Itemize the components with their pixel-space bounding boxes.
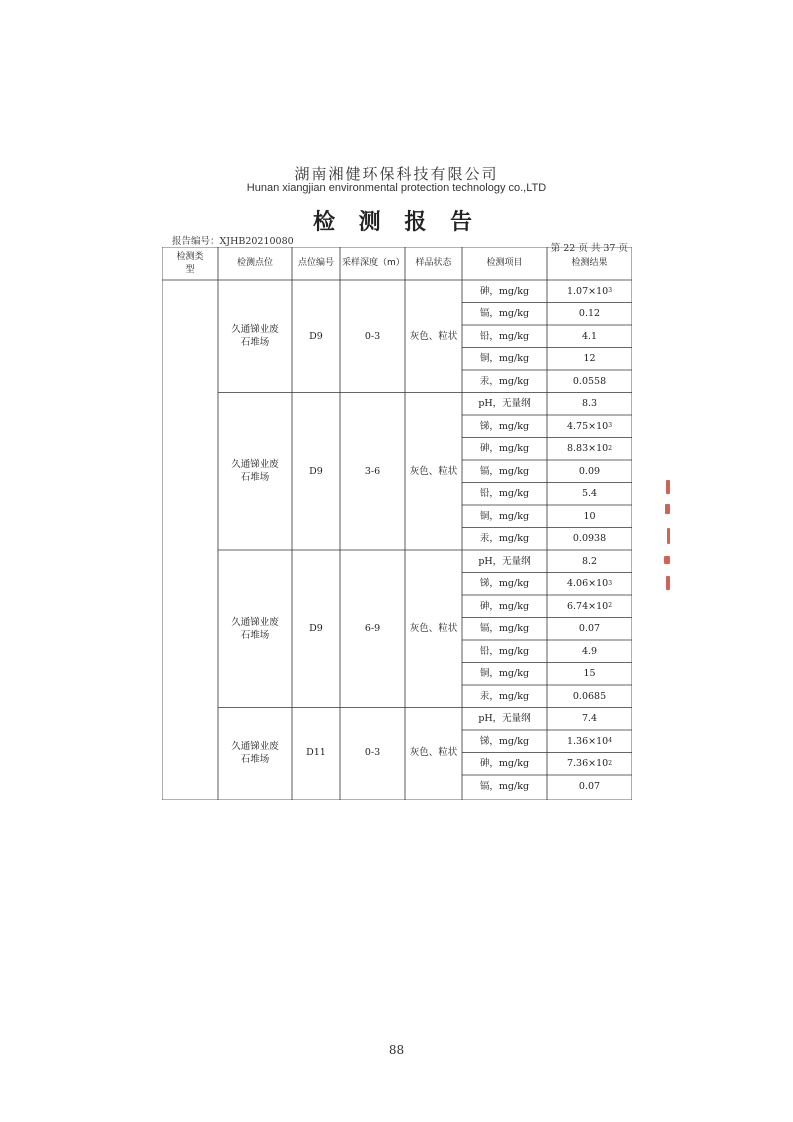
test-result <box>547 460 632 483</box>
group-depth: 6-9 <box>364 623 381 635</box>
test-item: 汞，mg/kg <box>479 375 530 387</box>
test-result: 4.75×10 3 <box>566 420 613 432</box>
test-item: 汞，mg/kg <box>479 533 530 545</box>
header-location: 检测点位 <box>236 258 273 268</box>
result-value: 12 <box>583 353 596 365</box>
result-value: 7.4 <box>581 713 598 725</box>
group-depth: 0-3 <box>364 747 381 758</box>
test-item: 砷，mg/kg <box>479 758 530 770</box>
test-item: 镉，mg/kg <box>479 780 530 792</box>
test-item: 铜，mg/kg <box>479 668 530 680</box>
test-item: 镉，mg/kg <box>479 465 530 477</box>
result-value: 8.83×10 <box>566 443 609 455</box>
result-value: 1.07×10 <box>566 285 609 297</box>
group-location: 久通锑业废石堆场 <box>231 324 279 349</box>
test-result <box>547 483 632 506</box>
test-result <box>547 618 632 641</box>
test-item: pH，无量纲 <box>478 398 531 410</box>
test-item: pH，无量纲 <box>478 555 531 567</box>
header-depth: 采样深度（m） <box>342 258 405 268</box>
report-number: 报告编号：XJHB20210080 <box>172 236 294 247</box>
test-item: 锑，mg/kg <box>479 578 530 590</box>
header-point-id: 点位编号 <box>297 258 334 268</box>
result-value: 0.0685 <box>572 690 607 702</box>
test-item: 铜，mg/kg <box>479 353 530 365</box>
test-item: 锑，mg/kg <box>479 420 530 432</box>
test-result <box>547 708 632 731</box>
result-value: 0.12 <box>578 308 601 320</box>
result-value: 4.06×10 <box>566 578 609 590</box>
test-result: 1.07×10 3 <box>566 285 613 297</box>
test-item: 铅，mg/kg <box>479 330 530 342</box>
test-result <box>547 775 632 798</box>
test-result: 6.74×10 2 <box>566 600 613 612</box>
page-number: 88 <box>388 1043 405 1057</box>
test-item: 砷，mg/kg <box>479 285 530 297</box>
test-item: 砷，mg/kg <box>479 443 530 455</box>
test-item: 铅，mg/kg <box>479 645 530 657</box>
group-point-id: D11 <box>306 747 326 758</box>
test-item: 汞，mg/kg <box>479 690 530 702</box>
result-value: 0.07 <box>578 780 601 792</box>
test-result: 7.36×10 2 <box>566 758 613 770</box>
test-item: 铅，mg/kg <box>479 488 530 500</box>
header-result: 检测结果 <box>571 258 608 268</box>
group-location: 久通锑业废石堆场 <box>231 616 279 641</box>
result-value: 6.74×10 <box>566 600 609 612</box>
group-point-id: D9 <box>309 623 323 635</box>
result-value: 8.2 <box>581 555 598 567</box>
result-value: 5.4 <box>581 488 598 500</box>
results-table <box>162 247 632 800</box>
test-item: 铜，mg/kg <box>479 510 530 522</box>
test-result <box>547 550 632 573</box>
seal-stamp-edge <box>660 480 674 592</box>
group-location: 久通锑业废石堆场 <box>231 459 279 484</box>
result-value: 0.09 <box>578 465 601 477</box>
test-item: 砷，mg/kg <box>479 600 530 612</box>
test-item: 镉，mg/kg <box>479 308 530 320</box>
test-result <box>547 325 632 348</box>
group-depth: 0-3 <box>364 330 381 342</box>
test-result: 1.36×10 4 <box>566 735 613 747</box>
group-location: 久通锑业废石堆场 <box>231 740 279 765</box>
test-result <box>547 528 632 551</box>
header-test-type: 检测类型 <box>176 251 204 275</box>
group-sample-state: 灰色、粒状 <box>409 330 458 342</box>
result-value: 10 <box>583 510 596 522</box>
test-result <box>547 505 632 528</box>
test-result <box>547 303 632 326</box>
group-sample-state: 灰色、粒状 <box>409 747 458 758</box>
header-sample-state: 样品状态 <box>415 258 452 268</box>
test-result: 8.83×10 2 <box>566 443 613 455</box>
company-name-en: Hunan xiangjian environmental protection technology co.,LTD <box>246 182 547 194</box>
test-item: 镉，mg/kg <box>479 623 530 635</box>
test-result <box>547 348 632 371</box>
result-value: 15 <box>583 668 596 680</box>
group-sample-state: 灰色、粒状 <box>409 623 458 635</box>
result-value: 4.9 <box>581 645 598 657</box>
page-info: 第 22 页 共 37 页 <box>550 243 628 254</box>
test-result <box>547 685 632 708</box>
document-title: 检 测 报 告 <box>313 210 480 235</box>
test-result <box>547 370 632 393</box>
header-test-item: 检测项目 <box>486 258 523 268</box>
result-value: 0.07 <box>578 623 601 635</box>
result-value: 0.0938 <box>572 533 607 545</box>
group-point-id: D9 <box>309 465 323 477</box>
test-result: 4.06×10 3 <box>566 578 613 590</box>
test-item: pH，无量纲 <box>478 713 531 725</box>
test-result <box>547 640 632 663</box>
group-point-id: D9 <box>309 330 323 342</box>
test-result <box>547 663 632 686</box>
result-value: 8.3 <box>581 398 598 410</box>
test-result <box>547 393 632 416</box>
result-value: 1.36×10 <box>566 735 609 747</box>
result-value: 4.1 <box>581 330 598 342</box>
result-value: 4.75×10 <box>566 420 609 432</box>
group-sample-state: 灰色、粒状 <box>409 465 458 477</box>
test-item: 锑，mg/kg <box>479 735 530 747</box>
company-name-cn: 湖南湘健环保科技有限公司 <box>294 165 499 183</box>
group-depth: 3-6 <box>364 465 381 477</box>
result-value: 0.0558 <box>572 375 607 387</box>
result-value: 7.36×10 <box>566 758 609 770</box>
